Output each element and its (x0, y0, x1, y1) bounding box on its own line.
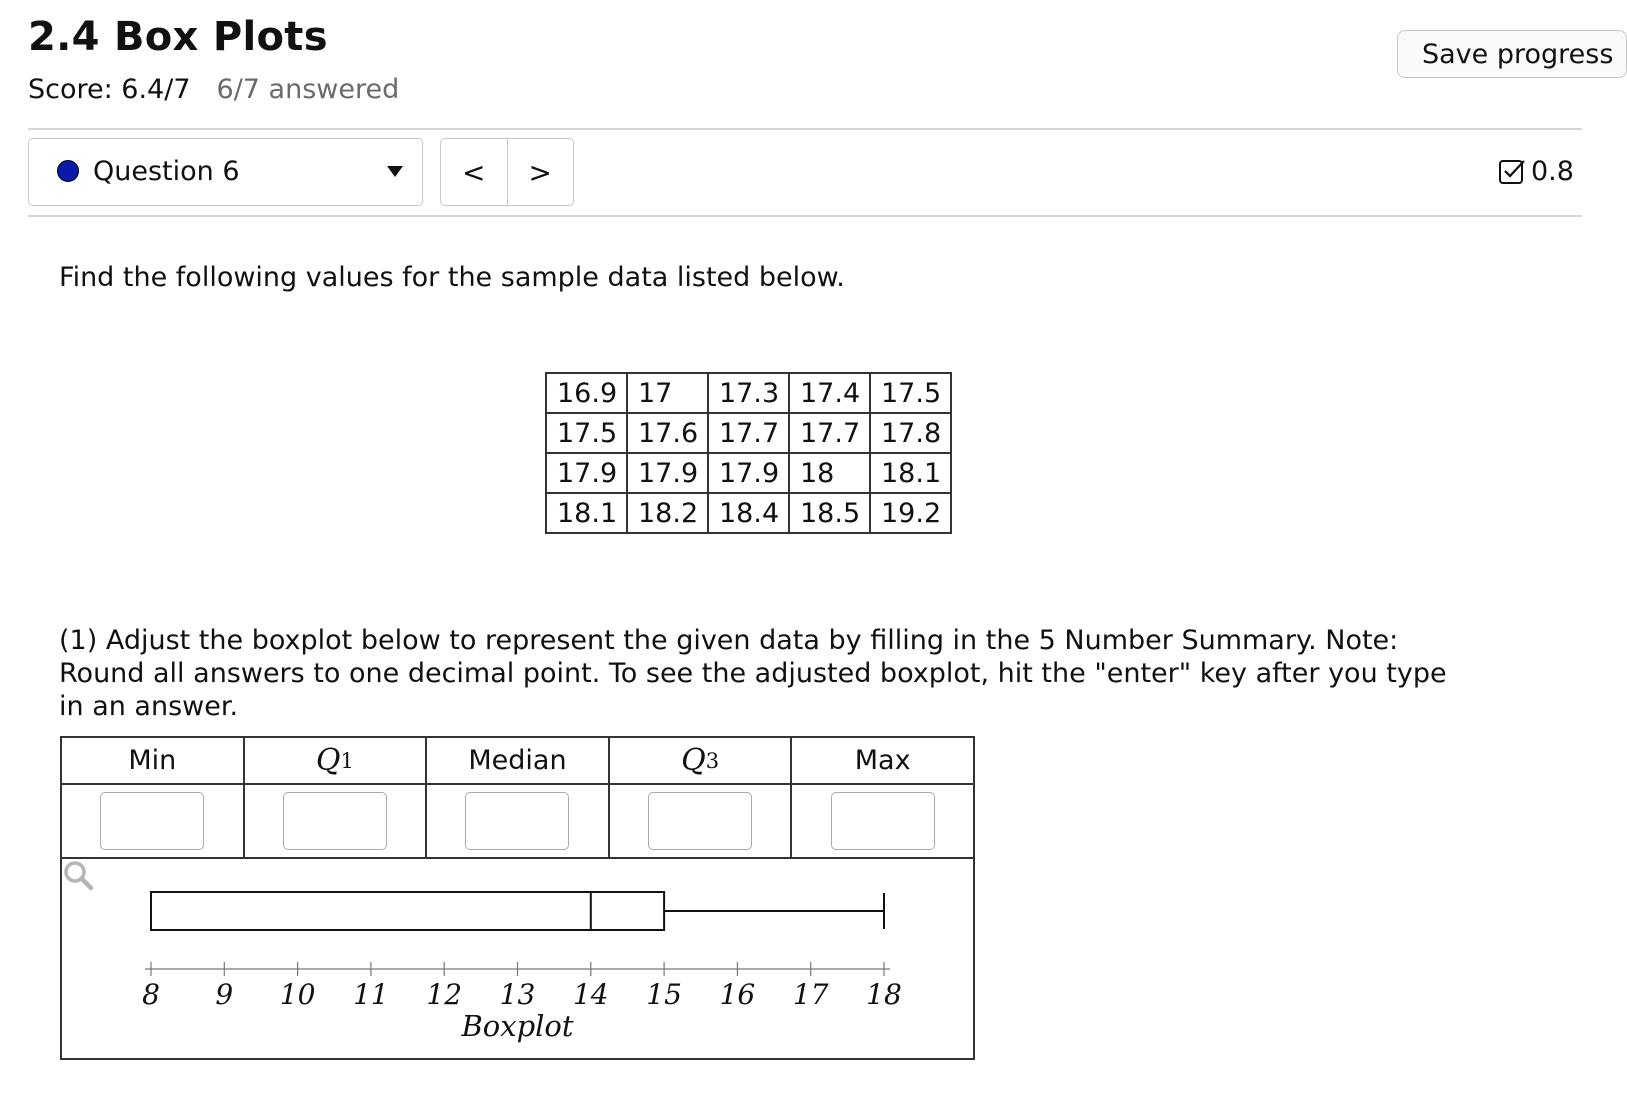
sample-data-cell: 17.8 (870, 413, 951, 453)
median-input[interactable] (465, 792, 569, 850)
q3-cell (608, 785, 791, 857)
sample-data-cell: 18.1 (546, 493, 627, 533)
caret-down-icon (387, 166, 403, 177)
page-title: 2.4 Box Plots (28, 14, 328, 60)
prev-question-button[interactable]: < (462, 155, 486, 189)
sample-data-cell: 17.9 (708, 453, 789, 493)
x-axis-tick-label: 13 (499, 978, 536, 1011)
nav-divider (28, 215, 1582, 217)
score-line (28, 74, 399, 105)
x-axis-tick-label: 17 (792, 978, 829, 1011)
sample-data-cell: 17.9 (546, 453, 627, 493)
median-header: Median (425, 738, 608, 783)
x-axis-tick-label: 12 (426, 978, 463, 1011)
q3-header (608, 738, 791, 783)
x-axis-tick-label: 10 (279, 978, 316, 1011)
sample-data-row (546, 453, 951, 493)
sample-data-table (545, 372, 952, 534)
score-value: Score: 6.4/7 (28, 74, 191, 105)
x-axis-tick-label: 15 (646, 978, 682, 1011)
summary-input-row (62, 785, 973, 859)
sample-data-cell: 17.6 (627, 413, 708, 453)
q1-header (243, 738, 426, 783)
magnifier-icon[interactable] (62, 859, 96, 893)
sample-data-cell: 18 (789, 453, 870, 493)
header-divider (28, 128, 1582, 130)
next-question-button[interactable]: > (507, 139, 574, 205)
five-number-summary (60, 736, 975, 1060)
sample-data-cell: 17.4 (789, 373, 870, 413)
iqr-box (151, 892, 664, 930)
summary-header-row (62, 738, 973, 785)
question-nav-group (440, 138, 574, 206)
sample-data-cell: 18.5 (789, 493, 870, 533)
q1-letter: Q (315, 743, 341, 778)
max-cell (790, 785, 973, 857)
instructions-text: Find the following values for the sample data listed below. (59, 262, 845, 293)
points-value: 0.8 (1531, 156, 1574, 187)
max-header: Max (790, 738, 973, 783)
sample-data-cell: 17.5 (870, 373, 951, 413)
sample-data-cell: 18.1 (870, 453, 951, 493)
q1-cell (243, 785, 426, 857)
sample-data-cell: 18.4 (708, 493, 789, 533)
question-select-label: Question 6 (93, 156, 240, 187)
x-axis-tick-label: 16 (719, 978, 756, 1011)
question-select[interactable] (28, 138, 423, 206)
x-axis-tick-label: 11 (353, 978, 389, 1011)
q3-subscript: 3 (705, 748, 720, 773)
sample-data-cell: 17.5 (546, 413, 627, 453)
question-status-dot-icon (57, 160, 79, 182)
x-axis-tick-label: 14 (572, 978, 609, 1011)
save-progress-button[interactable]: Save progress (1397, 30, 1627, 78)
checkbox-icon (1497, 157, 1527, 187)
sample-data-cell: 17.9 (627, 453, 708, 493)
q1-input[interactable] (283, 792, 387, 850)
sample-data-cell: 17.7 (708, 413, 789, 453)
x-axis-tick-label: 8 (142, 978, 160, 1011)
sample-data-cell: 17 (627, 373, 708, 413)
boxplot-area (62, 859, 973, 1060)
sample-data-row (546, 493, 951, 533)
q3-letter: Q (681, 743, 706, 778)
sample-data-row (546, 373, 951, 413)
median-cell (425, 785, 608, 857)
sample-data-cell: 19.2 (870, 493, 951, 533)
sample-data-cell: 17.3 (708, 373, 789, 413)
min-header: Min (128, 745, 177, 776)
sample-data-cell: 17.7 (789, 413, 870, 453)
boxplot-axis-label: Boxplot (461, 1009, 574, 1043)
x-axis-tick-label: 9 (215, 978, 234, 1011)
sample-data-cell: 18.2 (627, 493, 708, 533)
x-axis-tick-label: 18 (866, 978, 902, 1011)
min-cell (62, 785, 243, 857)
max-input[interactable] (831, 792, 935, 850)
q1-subscript: 1 (340, 748, 354, 773)
min-input[interactable] (100, 792, 204, 850)
q3-input[interactable] (648, 792, 752, 850)
answered-count: 6/7 answered (216, 74, 400, 105)
sample-data-row (546, 413, 951, 453)
sample-data-cell: 16.9 (546, 373, 627, 413)
question-points (1497, 156, 1574, 187)
part1-instructions: (1) Adjust the boxplot below to represent the given data by filling in the 5 Number Summary. Note: Round all answers to one decimal point. To see the adjusted boxplot, hit the "enter" key after you type in an answer. (59, 625, 1447, 722)
